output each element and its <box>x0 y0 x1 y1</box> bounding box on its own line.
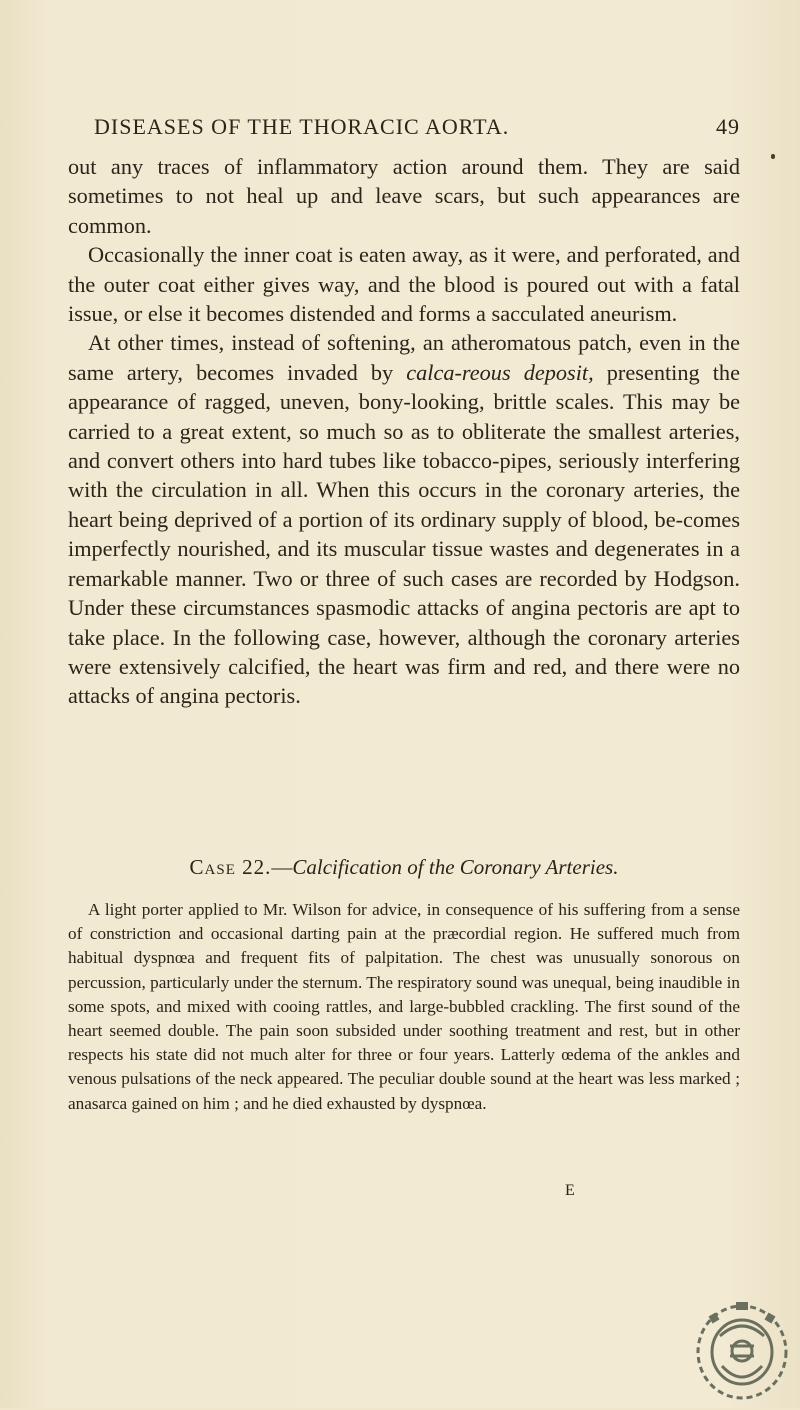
paragraph-3-text-a: At other times, instead of softening, an atheromatous patch, even in the same artery, becomes invaded by <box>68 330 740 385</box>
case-dash: — <box>271 855 293 879</box>
page-number: 49 <box>716 114 740 139</box>
case-heading <box>68 855 740 880</box>
paragraph-2 <box>68 240 740 328</box>
running-title: DISEASES OF THE THORACIC AORTA. <box>94 114 510 139</box>
case-paragraph: A light porter applied to Mr. Wilson for advice, in consequence of his suffering from a sense of constriction and occasional darting pain at the præcordial region. He suffered much from habitual dyspnœa and frequent fits of palpitation. The chest was unusually sonorous on percussion, particularly under the sternum. The respiratory sound was unequal, being inaudible in some spots, and mixed with cooing rattles, and large-bubbled crackling. The first sound of the heart seemed double. The pain soon subsided under soothing treatment and rest, but in other respects his state did not much alter for three or four years. Latterly œdema of the ankles and venous pulsations of the neck appeared. The peculiar double sound at the heart was less marked ; anasarca gained on him ; and he died exhausted by dyspnœa. <box>68 900 740 1113</box>
paragraph-2-text: Occasionally the inner coat is eaten away, as it were, and perforated, and the outer coat either gives way, and the blood is poured out with a fatal issue, or else it becomes distended and forms a sacculated aneurism. <box>68 242 740 327</box>
ink-speck <box>771 154 775 159</box>
case-report <box>68 898 740 1116</box>
signature-mark: E <box>565 1182 575 1199</box>
paragraph-3-text-b: presenting the appearance of ragged, uneven, bony-looking, brittle scales. This may be carried to a great extent, so much so as to obliterate the smallest arteries, and convert others into hard tubes like tobacco-pipes, seriously interfering with the circulation in all. When this occurs in the coronary arteries, the heart being deprived of a portion of its ordinary supply of blood, be-comes imperfectly nourished, and its muscular tissue wastes and degenerates in a remarkable manner. Two or three of such cases are recorded by Hodgson. Under these circumstances spasmodic attacks of angina pectoris are apt to take place. In the following case, however, although the coronary arteries were extensively calcified, the heart was firm and red, and there were no attacks of angina pectoris. <box>68 359 740 709</box>
main-text <box>68 152 740 711</box>
case-label: Case 22. <box>189 855 272 879</box>
paragraph-3 <box>68 328 740 710</box>
library-stamp-icon <box>690 1296 790 1406</box>
paragraph-1: out any traces of inflammatory action around them. They are said sometimes to not heal up and leave scars, but such appearances are common. <box>68 154 740 238</box>
paragraph-3-italic: calca-reous deposit, <box>406 359 594 385</box>
case-title: Calcification of the Coronary Arteries. <box>292 855 619 879</box>
